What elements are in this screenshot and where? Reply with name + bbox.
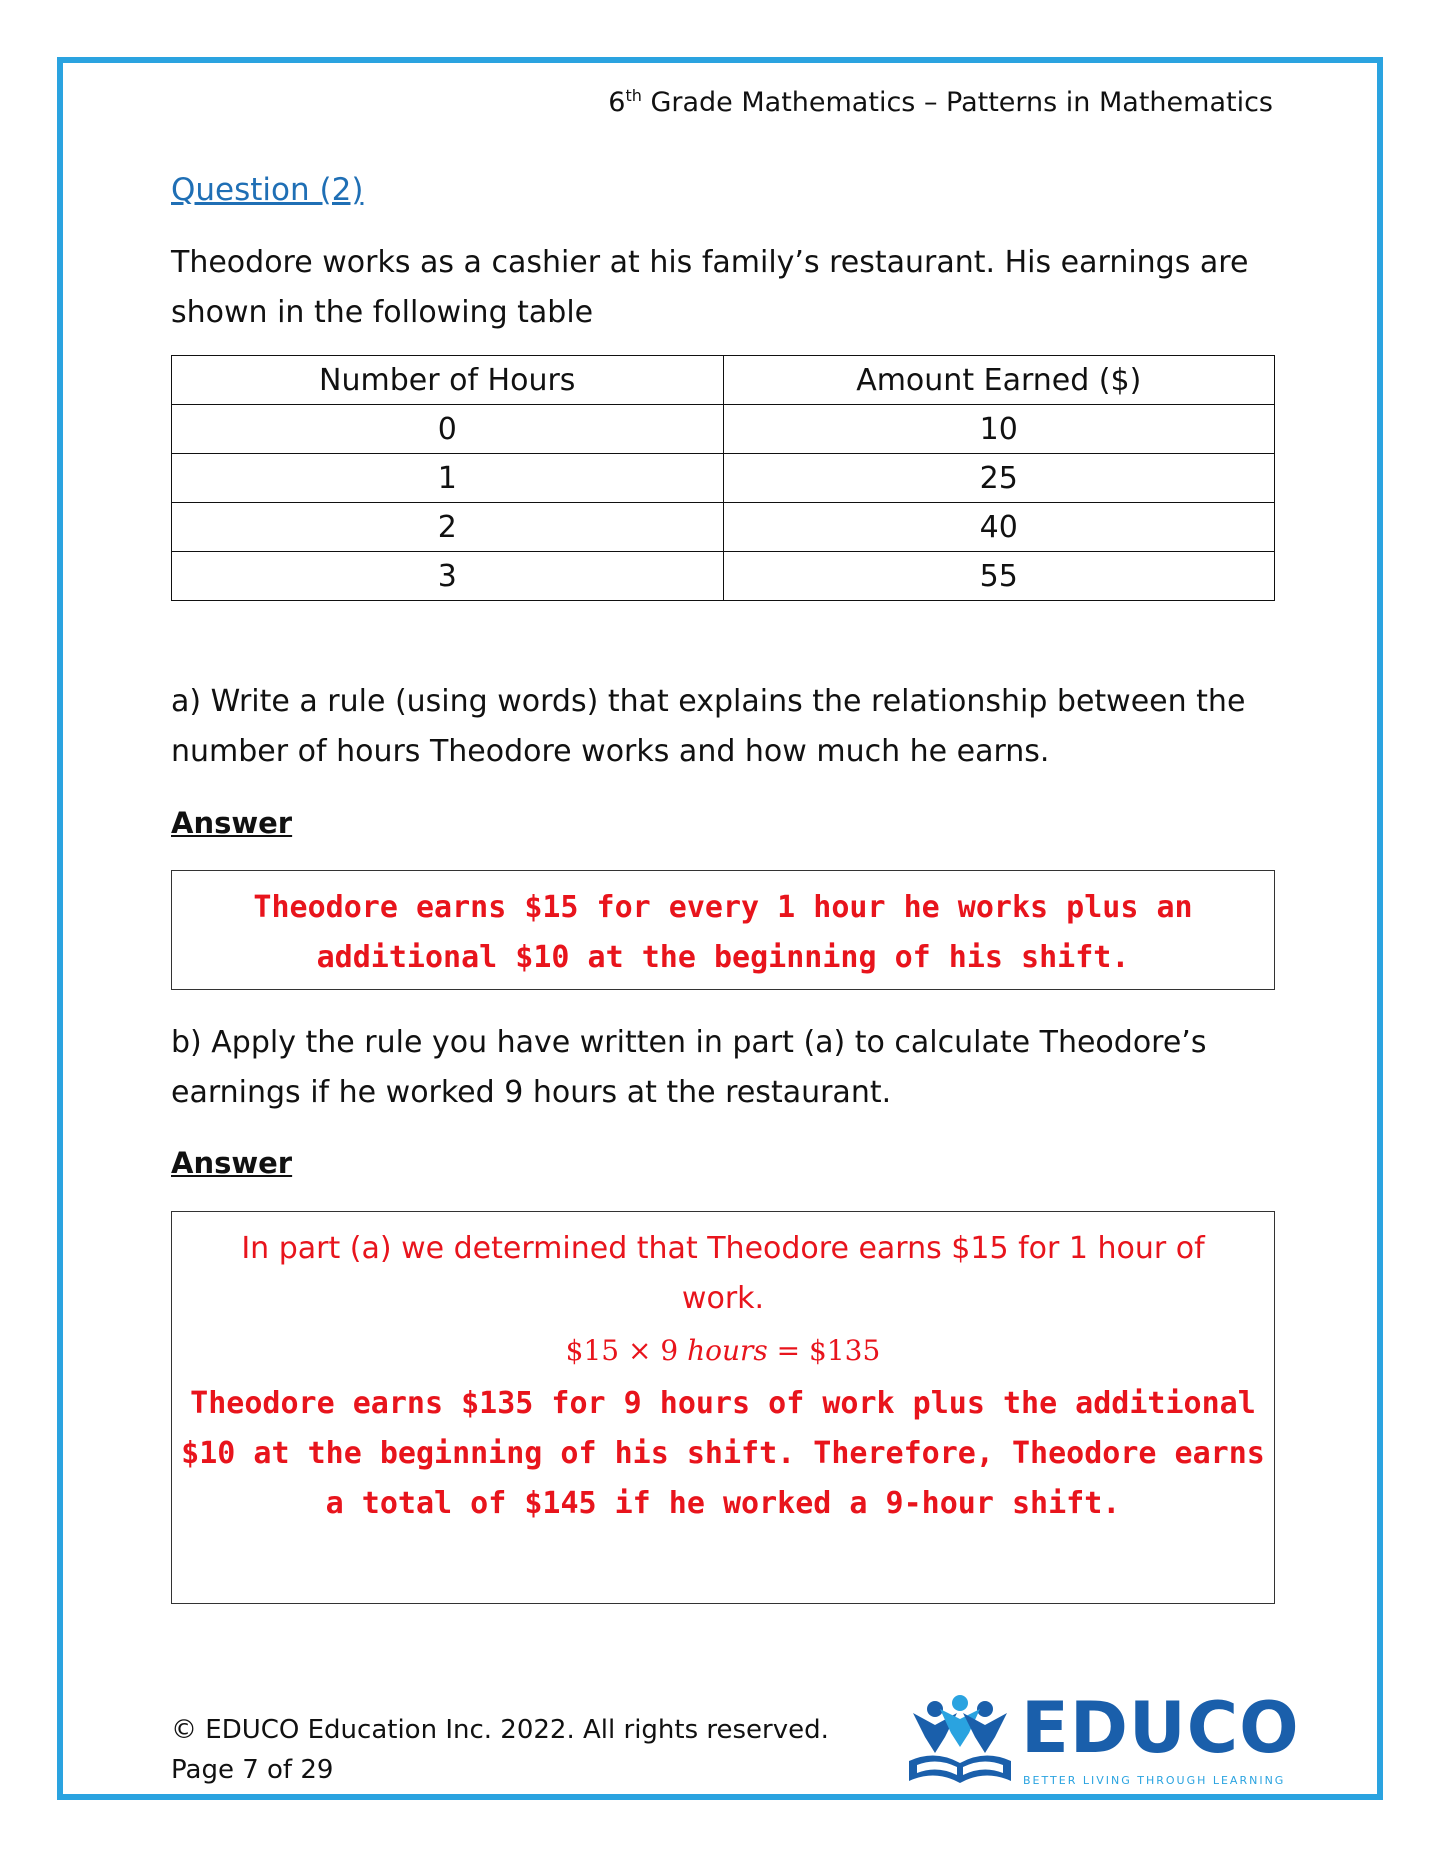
part-b-answer-intro: In part (a) we determined that Theodore earns $15 for 1 hour of work. (241, 1231, 1205, 1316)
page-header (608, 86, 1273, 118)
cell-amount: 25 (723, 454, 1275, 503)
question-text: Theodore works as a cashier at his family’s restaurant. His earnings are shown in the following table (171, 245, 1249, 330)
equation-left: $15 × 9 (565, 1334, 688, 1367)
question-title: Question (2) (171, 172, 364, 208)
table-row (172, 503, 1275, 552)
educo-logo (905, 1687, 1300, 1795)
part-a-answer-box (171, 870, 1275, 990)
page-number: Page 7 of 29 (171, 1755, 334, 1785)
cell-amount: 55 (723, 552, 1275, 601)
column-header-amount: Amount Earned ($) (723, 356, 1275, 405)
page-footer (171, 1710, 829, 1790)
equation-unit: hours (687, 1334, 768, 1367)
logo-tagline: BETTER LIVING THROUGH LEARNING (1023, 1774, 1286, 1787)
part-a-prompt: a) Write a rule (using words) that explains the relationship between the number of hours Theodore works and how much he earns. (171, 684, 1246, 769)
cell-hours: 1 (172, 454, 724, 503)
table-row (172, 454, 1275, 503)
part-b-equation (172, 1334, 1274, 1367)
earnings-table (171, 355, 1275, 601)
part-b-answer-conclusion: Theodore earns $135 for 9 hours of work plus the additional $10 at the beginning of his shift. Therefore, Theodore earns a total of $145 if he worked a 9-hour shift. (181, 1386, 1265, 1521)
cell-hours: 3 (172, 552, 724, 601)
copyright-notice: © EDUCO Education Inc. 2022. All rights reserved. (171, 1715, 829, 1745)
equation-right: = $135 (767, 1334, 881, 1367)
table-row (172, 405, 1275, 454)
part-b-prompt: b) Apply the rule you have written in part (a) to calculate Theodore’s earnings if he worked 9 hours at the restaurant. (171, 1025, 1207, 1110)
cell-hours: 0 (172, 405, 724, 454)
column-header-hours: Number of Hours (172, 356, 724, 405)
educo-figures-book-icon (905, 1695, 1015, 1790)
part-a-answer-text: Theodore earns $15 for every 1 hour he works plus an additional $10 at the beginning of his shift. (253, 890, 1193, 975)
cell-amount: 10 (723, 405, 1275, 454)
grade-number: 6 (608, 87, 626, 118)
part-a-answer-label: Answer (171, 806, 293, 840)
cell-hours: 2 (172, 503, 724, 552)
grade-superscript: th (625, 86, 642, 105)
header-title-text: Grade Mathematics – Patterns in Mathematics (641, 87, 1273, 118)
cell-amount: 40 (723, 503, 1275, 552)
part-b-answer-box (171, 1211, 1275, 1604)
logo-wordmark: EDUCO (1021, 1687, 1300, 1769)
table-row (172, 552, 1275, 601)
table-header-row (172, 356, 1275, 405)
part-b-answer-label: Answer (171, 1146, 293, 1180)
